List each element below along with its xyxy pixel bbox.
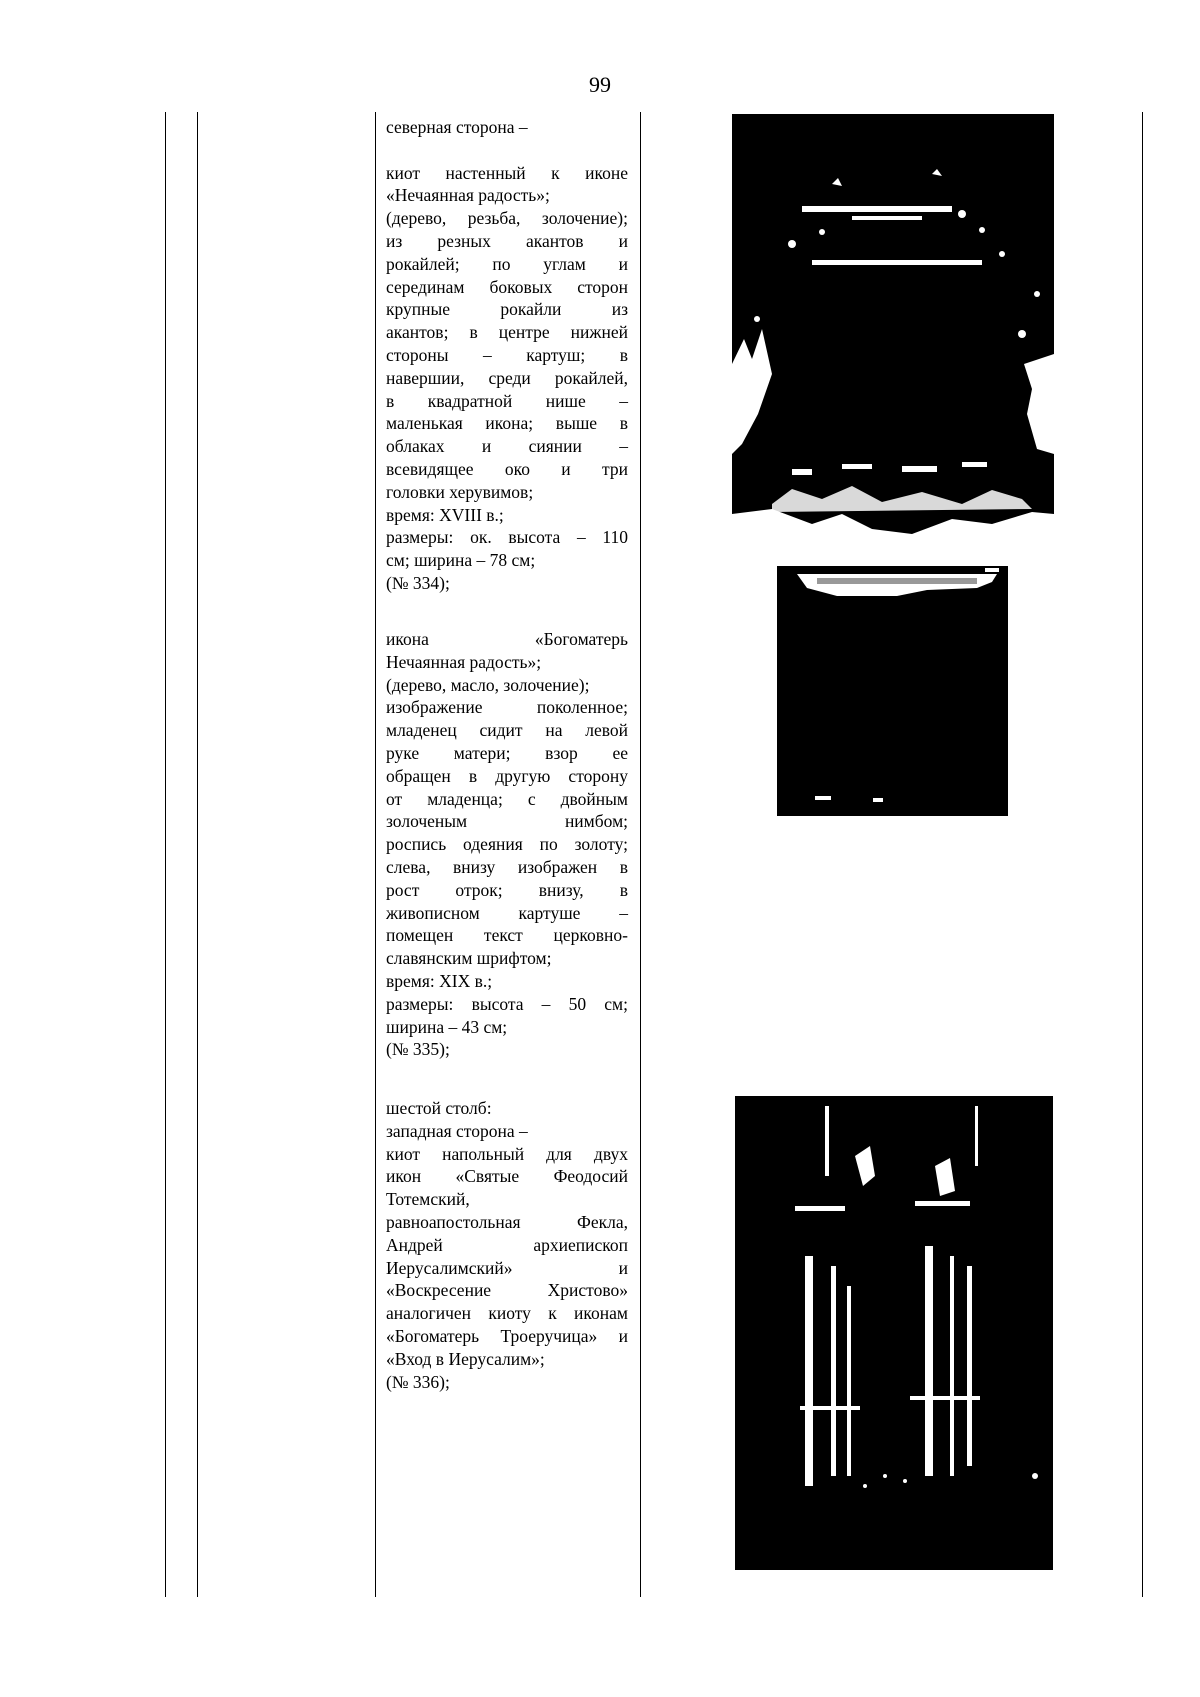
text-line: киот настенный к иконе — [386, 162, 628, 183]
text-line: изображение поколенное; — [386, 697, 628, 718]
text-line: всевидящее око и три — [386, 458, 628, 479]
text-block-sixth-pillar — [386, 1097, 628, 1393]
text-line: время: XVIII в.; — [386, 504, 504, 525]
text-line: (№ 334); — [386, 572, 450, 593]
table-rule-3 — [375, 112, 376, 1597]
text-line: маленькая икона; выше в — [386, 413, 628, 434]
text-line: шестой столб: — [386, 1098, 492, 1118]
text-line: «Воскресение Христово» — [386, 1280, 628, 1301]
text-block-icon-unexpected-joy — [386, 628, 628, 1061]
text-line: ширина – 43 см; — [386, 1016, 508, 1037]
text-block-north-side-kiot — [386, 116, 628, 595]
text-line: золоченым нимбом; — [386, 811, 628, 832]
text-line: младенец сидит на левой — [386, 720, 628, 741]
table-rule-2 — [197, 112, 198, 1597]
text-line: (№ 335); — [386, 1039, 450, 1060]
text-line: из резных акантов и — [386, 230, 628, 251]
text-line: икона «Богоматерь — [386, 629, 628, 649]
text-line: роспись одеяния по золоту; — [386, 834, 628, 855]
text-line: в квадратной нише – — [386, 390, 628, 411]
photo-floor-kiot — [735, 1096, 1053, 1570]
text-line: Нечаянная радость»; — [386, 651, 542, 672]
text-line: рокайлей; по углам и — [386, 253, 628, 274]
table-rule-1 — [165, 112, 166, 1597]
text-line: помещен текст церковно- — [386, 925, 628, 946]
text-line: размеры: ок. высота – 110 — [386, 527, 628, 548]
table-rule-4 — [640, 112, 641, 1597]
text-line: аналогичен киоту к иконам — [386, 1303, 628, 1324]
text-line: западная сторона – — [386, 1120, 528, 1141]
text-line: крупные рокайли из — [386, 299, 628, 320]
text-line: «Нечаянная радость»; — [386, 185, 550, 206]
text-line: см; ширина – 78 см; — [386, 550, 536, 571]
text-line: слева, внизу изображен в — [386, 856, 628, 877]
text-line: рост отрок; внизу, в — [386, 879, 628, 900]
text-line: «Вход в Иерусалим»; — [386, 1348, 545, 1369]
text-line: руке матери; взор ее — [386, 742, 628, 763]
text-line: навершии, среди рокайлей, — [386, 367, 628, 388]
text-line: киот напольный для двух — [386, 1143, 628, 1164]
text-line: Андрей архиепископ — [386, 1234, 628, 1255]
text-line: славянским шрифтом; — [386, 948, 552, 969]
text-line: Тотемский, — [386, 1189, 470, 1210]
text-line: время: XIX в.; — [386, 970, 493, 991]
text-line: облаках и сиянии – — [386, 436, 628, 457]
text-line: обращен в другую сторону — [386, 765, 628, 786]
table-rule-5 — [1142, 112, 1143, 1597]
page-number: 99 — [589, 72, 611, 97]
text-line: равноапостольная Фекла, — [386, 1211, 628, 1232]
text-line: Иерусалимский» и — [386, 1257, 628, 1278]
text-line: икон «Святые Феодосий — [386, 1166, 628, 1187]
text-line: (дерево, резьба, золочение); — [386, 208, 628, 229]
text-line: серединам боковых сторон — [386, 276, 628, 297]
text-line: размеры: высота – 50 см; — [386, 993, 628, 1014]
text-line: от младенца; с двойным — [386, 788, 628, 809]
photo-wall-kiot — [732, 114, 1054, 543]
text-line: акантов; в центре нижней — [386, 322, 628, 343]
text-line: (№ 336); — [386, 1371, 450, 1392]
text-line: «Богоматерь Троеручица» и — [386, 1325, 628, 1346]
text-line: живописном картуше – — [386, 902, 628, 923]
text-line: стороны – картуш; в — [386, 344, 628, 365]
text-line: северная сторона – — [386, 117, 528, 137]
text-line: (дерево, масло, золочение); — [386, 674, 590, 695]
text-line: головки херувимов; — [386, 481, 534, 502]
photo-icon-unexpected-joy — [777, 566, 1008, 816]
